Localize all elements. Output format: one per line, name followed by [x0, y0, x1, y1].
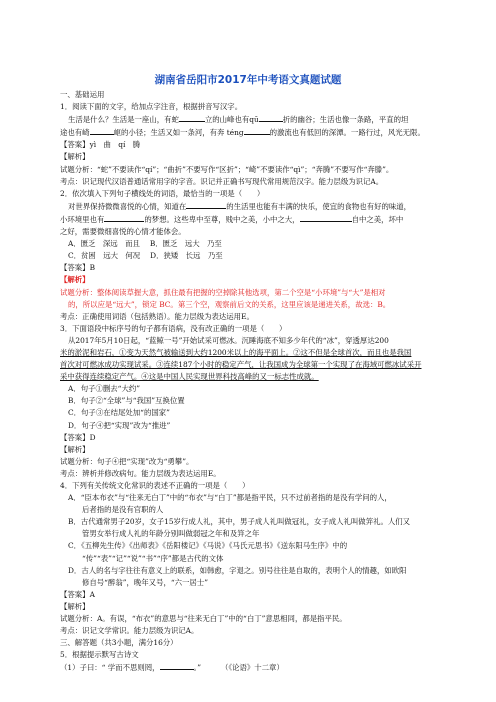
- passage-line: 从2017年5月10日起，“蓝鲸一号”开始试采可燃冰。沉睡海底不知多少年代的“冰”，穿透厚达200: [68, 335, 389, 345]
- option-a[interactable]: A．句子①删去“大约”: [68, 384, 141, 394]
- question-2: [60, 188, 448, 323]
- answer-line: 【答案】B: [60, 263, 95, 273]
- option-a[interactable]: A．匮乏 深远 而且: [68, 239, 140, 249]
- question-stem: 1．阅读下面的文字，给加点字注音，根据拼音写汉字。: [60, 102, 243, 112]
- passage-line: 首次对可燃冰成功实现试采。③连续187个小时的稳定产气，让我国成为全球第一个实现了在海域可燃冰试采开: [60, 360, 422, 370]
- question-stem: 3．下面语段中标序号的句子都有语病，没有改正确的一项是（ ）: [60, 323, 287, 333]
- analysis-line: 的，所以应是“远大”，锁定 BC。第三个空，观察前后文的关系，这里应该是递进关系，故选：B。: [68, 299, 391, 309]
- analysis-tag: 【解析】: [60, 275, 90, 285]
- answer-blank[interactable]: [244, 126, 270, 135]
- option-continuation: 管男女举行成人礼的年龄分别叫做弱冠之年和及笄之年: [82, 529, 260, 539]
- question-text-line: （1）子曰：“ 学而不思则罔， 。” （《论语》十二章）: [60, 663, 284, 673]
- section-heading: 三、解答题（共3小题，满分16分）: [60, 638, 178, 648]
- section-heading: 一、基础运用: [60, 90, 105, 99]
- answer-blank[interactable]: [259, 113, 283, 122]
- question-1: [60, 101, 448, 188]
- answer-blank[interactable]: [186, 200, 226, 209]
- question-text-line: 对世界保持微微喜悦的心情，知道在 的生活里也能有丰满的快乐，使宜的食物也有好的味道，: [68, 201, 412, 211]
- option-b[interactable]: B．匮乏 远大 乃至: [149, 239, 222, 249]
- option-d[interactable]: D．句子④把“实现”改为“推进”: [68, 420, 171, 430]
- option-c[interactable]: C．句子③在结尾处加“的国家”: [68, 408, 170, 418]
- analysis-tag: 【解析】: [60, 444, 90, 454]
- option-c[interactable]: C．《五柳先生传》《出师表》《岳阳楼记》《马说》《马氏元思书》《送东阳马生序》中的: [68, 541, 348, 551]
- option-a[interactable]: A．“臣本布衣”与“往来无白丁”中的“布衣”与“白丁”都是指平民，只不过前者指的是没有学问的人，: [68, 493, 392, 503]
- question-stem: 4．下列有关传统文化常识的表述不正确的一项是（ ）: [60, 481, 250, 490]
- question-text-line: 小环境里也有 的梦想。这些卑中至尊，贱中之美，小中之大， 自中之美，坏中: [60, 214, 404, 224]
- option-c[interactable]: C．贫困 远大 何况: [68, 251, 141, 261]
- answer-blank[interactable]: [160, 661, 194, 670]
- answer-blank[interactable]: [179, 113, 205, 122]
- question-text-line: 途也有崎 岖的小径；生活又如一条河，有奔 téng 的激流也有低回的深潭。一路行过，风光无限。: [60, 128, 425, 138]
- passage-line: 采中获得连续稳定产气。④这是中国人民实现世界科技高峰的又一标志性成就。: [60, 372, 319, 382]
- question-stem: 5．根据提示默写古诗文: [60, 650, 139, 660]
- question-3: [60, 323, 448, 480]
- question-text-line: 之好，需要微细喜悦的心情才能体会。: [60, 227, 186, 237]
- analysis-line: 试题分析：“蛇”不要读作“qí”；“曲折”不要写作“区折”；“崎”不要读作“qì”；“奔腾”不要写作“奔滕”。: [60, 164, 394, 174]
- analysis-line: 考点：辨析并修改病句。能力层级为表达运用E。: [60, 468, 221, 478]
- question-4: [60, 480, 448, 637]
- analysis-line: 试题分析：句子④把“实现”改为“勇攀”。: [60, 456, 194, 466]
- answer-blank[interactable]: [104, 213, 144, 222]
- option-b[interactable]: B．句子②“全球”与“我国”互换位置: [68, 396, 185, 406]
- exam-content: [60, 89, 448, 675]
- option-continuation: “传”“表”“记”“说”“书”“序”都是古代的文体: [82, 553, 224, 563]
- answer-blank[interactable]: [90, 126, 114, 135]
- analysis-tag: 【解析】: [60, 152, 90, 162]
- analysis-line: 考点：正确使用词语（包括熟语）。能力层级为表达运用E。: [60, 311, 254, 321]
- options-row: [60, 250, 448, 262]
- question-5: [60, 649, 448, 674]
- analysis-line: 考点：识记现代汉语普通话常用字的字音。识记并正确书写现代常用规范汉字。能力层级为识记A。: [60, 176, 384, 186]
- analysis-line: 试题分析：A。有误，“布衣”的意思与“往来无白丁”中的“白丁”意思相同，都是指平民。: [60, 614, 347, 624]
- analysis-line: 试题分析：整体阅读草握大意，抓住最有把握的空掉除其他选项，第二个空是“小环境”与“大”是相对: [60, 287, 386, 297]
- question-stem: 2．依次填入下列句子横线处的词语，最恰当的一项是（ ）: [60, 188, 265, 198]
- analysis-line: 考点：识记文学常识。能力层级为识记A。: [60, 626, 199, 636]
- answer-line: 【答案】D: [60, 432, 96, 442]
- passage-line: 米的淤泥和岩石，①变为天然气被输送到大约1200米以上的海平面上。②这不但是全球首次，而且也是我国: [60, 347, 412, 357]
- option-b[interactable]: B．古代通常男子20岁，女子15岁行成人礼，其中，男子成人礼叫做冠礼，女子成人礼叫做笄礼。人们又: [68, 517, 411, 527]
- option-d[interactable]: D．狭矮 长远 乃至: [150, 251, 223, 261]
- answer-line: 【答案】A: [60, 589, 95, 599]
- option-continuation: 后者指的是没有官职的人: [82, 505, 164, 515]
- page-title: 湖南省岳阳市2017年中考语文真题试题: [154, 74, 342, 86]
- option-d[interactable]: D．古人的名与字往往有意义上的联系，如韩愈，字退之。别号往往是自取的，表明个人的情趣，如欧阳: [68, 565, 407, 575]
- answer-blank[interactable]: [300, 213, 352, 222]
- options-row: [60, 238, 448, 250]
- question-text-line: 生活是什么？生活是一座山，有蛇 立的山峰也有qū 折的幽谷；生活也像一条路，平直的坦: [68, 115, 409, 125]
- answer-line: 【答案】yì 曲 qí 腾: [60, 140, 141, 150]
- option-continuation: 修自号“醉翁”，晚年又号，“六一居士”: [82, 577, 208, 587]
- analysis-tag: 【解析】: [60, 601, 90, 611]
